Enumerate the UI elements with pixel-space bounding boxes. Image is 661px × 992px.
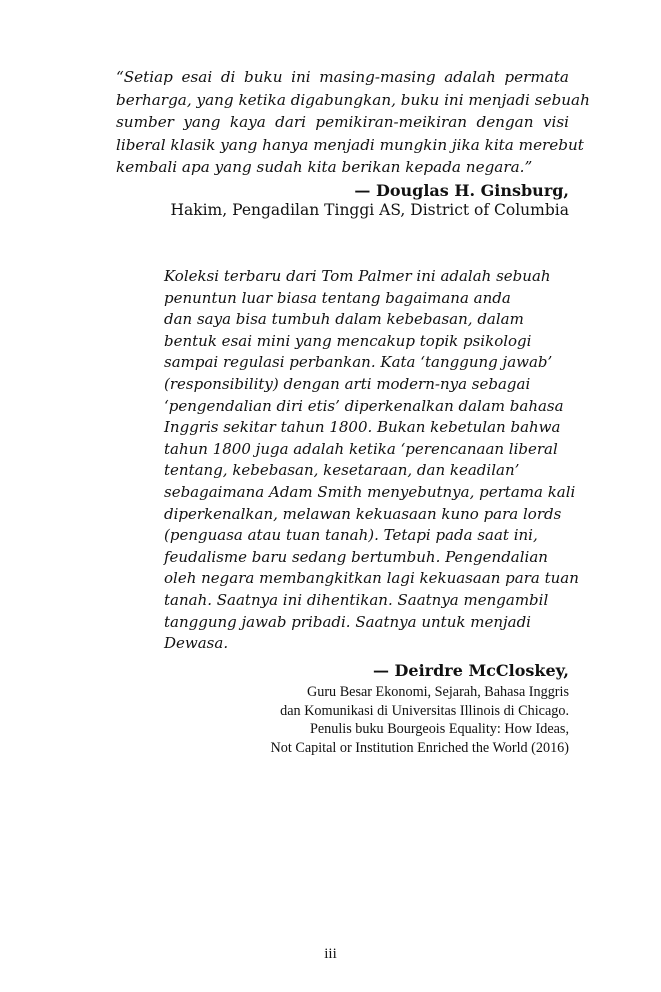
- quote-line: tentang, kebebasan, kesetaraan, dan keadilan’: [164, 461, 520, 480]
- quote-line: dan saya bisa tumbuh dalam kebebasan, dalam: [164, 310, 524, 329]
- endorsement-quote-ginsburg: [116, 66, 590, 179]
- credential-line: Not Capital or Institution Enriched the World (2016): [270, 739, 569, 756]
- quote-line: (penguasa atau tuan tanah). Tetapi pada saat ini,: [164, 526, 538, 545]
- quote-line: sebagaimana Adam Smith menyebutnya, pertama kali: [164, 482, 576, 501]
- endorsement-quote-mccloskey: [164, 266, 579, 655]
- credential-line: dan Komunikasi di Universitas Illinois di Chicago.: [280, 702, 569, 719]
- quote-line: Koleksi terbaru dari Tom Palmer ini adalah sebuah: [164, 267, 551, 285]
- credential-line: Guru Besar Ekonomi, Sejarah, Bahasa Inggris: [306, 684, 569, 700]
- quote-line: berharga, yang ketika digabungkan, buku ini menjadi sebuah: [116, 90, 590, 109]
- quote-line: tanggung jawab pribadi. Saatnya untuk menjadi: [164, 612, 531, 631]
- quote-line: “Setiap esai di buku ini masing-masing adalah permata: [116, 68, 569, 86]
- quote-line: Inggris sekitar tahun 1800. Bukan kebetulan bahwa: [164, 418, 561, 437]
- quote-line: sampai regulasi perbankan. Kata ‘tanggung jawab’: [164, 353, 553, 372]
- endorser-name-mccloskey: — Deirdre McCloskey,: [372, 661, 569, 680]
- quote-line: tahun 1800 juga adalah ketika ‘perencanaan liberal: [164, 439, 558, 458]
- quote-line: penuntun luar biasa tentang bagaimana anda: [164, 288, 511, 307]
- quote-line: (responsibility) dengan arti modern-nya sebagai: [164, 374, 531, 393]
- quote-line: kembali apa yang sudah kita berikan kepada negara.”: [116, 158, 533, 176]
- endorser-credentials-mccloskey: [271, 683, 569, 757]
- quote-line: ‘pengendalian diri etis’ diperkenalkan dalam bahasa: [164, 396, 564, 415]
- endorser-title-ginsburg: Hakim, Pengadilan Tinggi AS, District of Columbia: [170, 201, 569, 219]
- page-number: iii: [324, 946, 337, 962]
- quote-line: oleh negara membangkitkan lagi kekuasaan para tuan: [164, 569, 579, 588]
- quote-line: sumber yang kaya dari pemikiran-meikiran dengan visi: [116, 113, 569, 131]
- endorser-name-ginsburg: — Douglas H. Ginsburg,: [354, 181, 569, 200]
- credential-line: Penulis buku Bourgeois Equality: How Ideas,: [309, 721, 569, 738]
- quote-line: bentuk esai mini yang mencakup topik psikologi: [164, 331, 532, 350]
- quote-line: diperkenalkan, melawan kekuasaan kuno para lords: [164, 504, 562, 523]
- quote-line: feudalisme baru sedang bertumbuh. Pengendalian: [164, 547, 548, 566]
- quote-line: liberal klasik yang hanya menjadi mungkin jika kita merebut: [116, 135, 584, 154]
- quote-line: Dewasa.: [164, 634, 229, 653]
- quote-line: tanah. Saatnya ini dihentikan. Saatnya mengambil: [164, 590, 549, 609]
